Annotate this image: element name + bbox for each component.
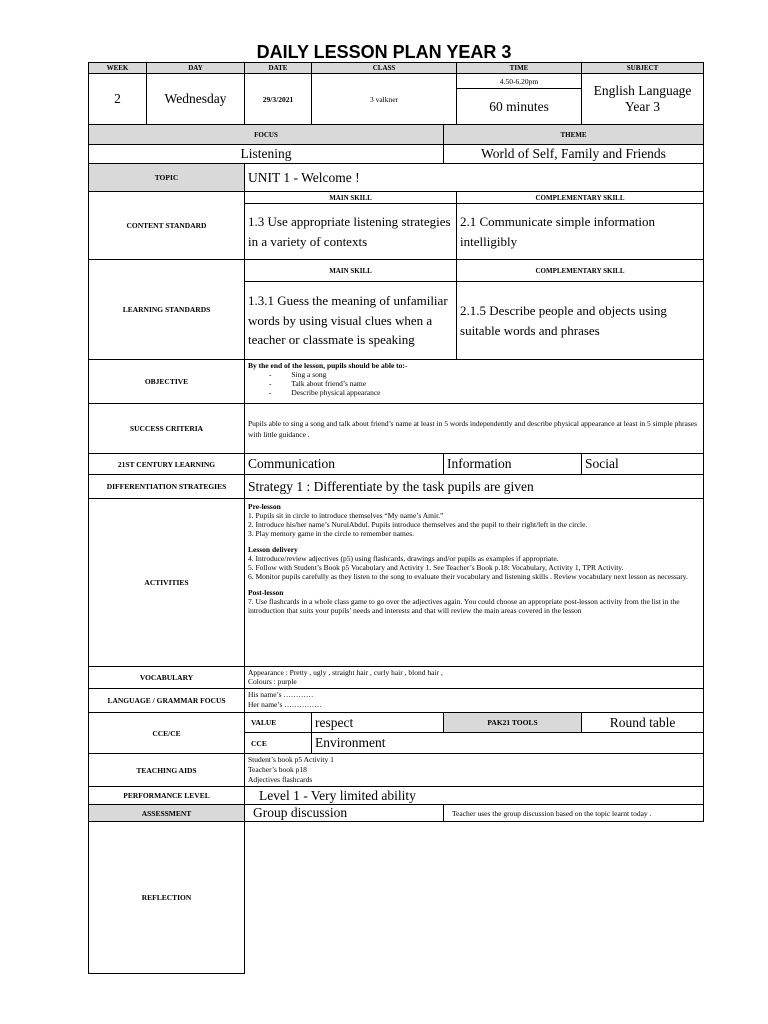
value-label: VALUE xyxy=(245,713,312,733)
pak21-value: Round table xyxy=(582,713,704,733)
assessment-note: Teacher uses the group discussion based on the topic learnt today . xyxy=(444,805,704,822)
assessment-value: Group discussion xyxy=(245,805,444,822)
vocabulary-line: Appearance : Pretty , ugly , straight hair , curly hair , blond hair , xyxy=(248,668,443,677)
objective-item: - Talk about friend’s name xyxy=(293,379,700,388)
activity-step: 6. Monitor pupils carefully as they listen to the song to evaluate their vocabulary and listening skills . Review vocabulary next lesson as necessary. xyxy=(248,572,688,581)
activities-content xyxy=(245,499,704,667)
objective-list xyxy=(248,370,700,397)
objective-label: OBJECTIVE xyxy=(89,360,245,404)
21st-century-item: Communication xyxy=(245,454,444,475)
cce-ce-label: CCE/CE xyxy=(89,713,245,754)
objective-item: - Sing a song xyxy=(293,370,700,379)
subject-label: SUBJECT xyxy=(582,63,704,74)
learning-main-skill: 1.3.1 Guess the meaning of unfamiliar words by using visual clues when a teacher or classmate is speaking xyxy=(245,282,457,360)
learning-standards-label: LEARNING STANDARDS xyxy=(89,260,245,360)
grammar-focus-content xyxy=(245,689,704,713)
teaching-aid-item: Adjectives flashcards xyxy=(248,775,313,784)
success-criteria-label: SUCCESS CRITERIA xyxy=(89,404,245,454)
reflection-space xyxy=(245,822,704,974)
activity-step: 4. Introduce/review adjectives (p5) using flashcards, drawings and/or pupils as examples if appropriate. xyxy=(248,554,559,563)
cce-inner-label: CCE xyxy=(245,733,312,754)
pre-lesson-title: Pre-lesson xyxy=(248,502,281,511)
21st-century-label: 21ST CENTURY LEARNING xyxy=(89,454,245,475)
class-value: 3 valkner xyxy=(312,74,457,125)
post-lesson-title: Post-lesson xyxy=(248,588,284,597)
grammar-line: His name’s ………… xyxy=(248,690,314,699)
focus-value: Listening xyxy=(89,145,444,164)
differentiation-value: Strategy 1 : Differentiate by the task pupils are given xyxy=(245,475,704,499)
subject-value: English Language Year 3 xyxy=(582,74,704,125)
lesson-delivery-title: Lesson delivery xyxy=(248,545,298,554)
reflection-label: REFLECTION xyxy=(89,822,245,974)
day-label: DAY xyxy=(147,63,245,74)
theme-value: World of Self, Family and Friends xyxy=(444,145,704,164)
week-label: WEEK xyxy=(89,63,147,74)
activity-step: 2. Introduce his/her name’s NurulAbdul. Pupils introduce themselves and the pupil to their right/left in the circle. xyxy=(248,520,588,529)
vocabulary-line: Colours : purple xyxy=(248,677,297,686)
content-complementary-skill: 2.1 Communicate simple information intelligibly xyxy=(457,204,704,260)
21st-century-item: Information xyxy=(444,454,582,475)
teaching-aids-content xyxy=(245,754,704,787)
date-label: DATE xyxy=(245,63,312,74)
grammar-focus-label: LANGUAGE / GRAMMAR FOCUS xyxy=(89,689,245,713)
value-value: respect xyxy=(312,713,444,733)
complementary-skill-label: COMPLEMENTARY SKILL xyxy=(457,192,704,204)
class-label: CLASS xyxy=(312,63,457,74)
vocabulary-label: VOCABULARY xyxy=(89,667,245,689)
lesson-plan-table xyxy=(88,62,704,974)
activity-step: 7. Use flashcards in a whole class game to go over the adjectives again. You could choose an appropriate post-lesson activity from the list in the introduction that suits your pupils’ needs and interests and that will review the main areas covered in the lesson xyxy=(248,597,680,615)
cce-value: Environment xyxy=(312,733,704,754)
page-title: DAILY LESSON PLAN YEAR 3 xyxy=(256,42,512,62)
day-value: Wednesday xyxy=(147,74,245,125)
content-main-skill: 1.3 Use appropriate listening strategies in a variety of contexts xyxy=(245,204,457,260)
performance-level-label: PERFORMANCE LEVEL xyxy=(89,787,245,805)
time-value: 4.50-6.20pm xyxy=(457,74,582,89)
differentiation-label: DIFFERENTIATION STRATEGIES xyxy=(89,475,245,499)
objective-intro: By the end of the lesson, pupils should be able to:- xyxy=(248,361,408,370)
time-label: TIME xyxy=(457,63,582,74)
21st-century-item: Social xyxy=(582,454,704,475)
learning-complementary-skill-label: COMPLEMENTARY SKILL xyxy=(457,260,704,282)
assessment-label: ASSESSMENT xyxy=(89,805,245,822)
vocabulary-content xyxy=(245,667,704,689)
focus-label: FOCUS xyxy=(89,125,444,145)
content-standard-label: CONTENT STANDARD xyxy=(89,192,245,260)
objective-content xyxy=(245,360,704,404)
theme-label: THEME xyxy=(444,125,704,145)
main-skill-label: MAIN SKILL xyxy=(245,192,457,204)
teaching-aid-item: Teacher’s book p18 xyxy=(248,765,307,774)
success-criteria-value: Pupils able to sing a song and talk about friend’s name at least in 5 words independently and describe physical appearance at least in 5 simple phrases with little guidance . xyxy=(245,404,704,454)
performance-level-value: Level 1 - Very limited ability xyxy=(245,787,704,805)
pak21-label: PAK21 TOOLS xyxy=(444,713,582,733)
activity-step: 1. Pupils sit in circle to introduce themselves “My name’s Amir.” xyxy=(248,511,444,520)
activity-step: 5. Follow with Student’s Book p5 Vocabulary and Activity 1. See Teacher’s Book p.18: Vocabulary, Activity 1, TPR Activity. xyxy=(248,563,624,572)
learning-complementary-skill: 2.1.5 Describe people and objects using suitable words and phrases xyxy=(457,282,704,360)
teaching-aid-item: Student’s book p5 Activity 1 xyxy=(248,755,334,764)
duration-value: 60 minutes xyxy=(457,89,582,125)
activity-step: 3. Play memory game in the circle to remember names. xyxy=(248,529,414,538)
topic-value: UNIT 1 - Welcome ! xyxy=(245,164,704,192)
grammar-line: Her name’s …………… xyxy=(248,700,322,709)
activities-label: ACTIVITIES xyxy=(89,499,245,667)
week-value: 2 xyxy=(89,74,147,125)
topic-label: TOPIC xyxy=(89,164,245,192)
objective-item: - Describe physical appearance xyxy=(293,388,700,397)
learning-main-skill-label: MAIN SKILL xyxy=(245,260,457,282)
teaching-aids-label: TEACHING AIDS xyxy=(89,754,245,787)
date-value: 29/3/2021 xyxy=(245,74,312,125)
